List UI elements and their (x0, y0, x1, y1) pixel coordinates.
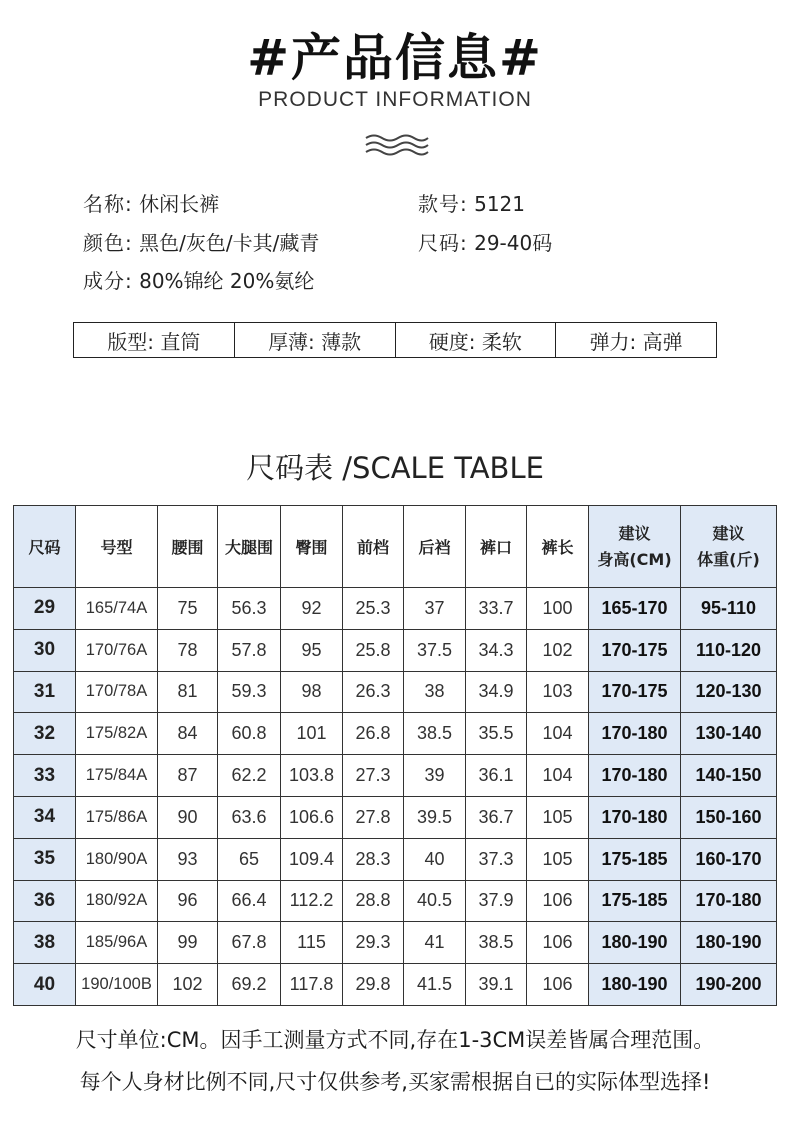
recommended-weight-cell: 170-180 (681, 880, 777, 922)
table-cell: 36.7 (466, 796, 527, 838)
table-cell: 38 (404, 671, 466, 713)
table-cell: 96 (158, 880, 218, 922)
table-cell: 87 (158, 755, 218, 797)
table-cell: 41.5 (404, 964, 466, 1006)
table-cell: 26.8 (343, 713, 404, 755)
table-cell: 103.8 (281, 755, 343, 797)
table-cell: 25.8 (343, 629, 404, 671)
table-cell: 81 (158, 671, 218, 713)
table-cell: 115 (281, 922, 343, 964)
recommended-weight-cell: 110-120 (681, 629, 777, 671)
header-line: 身高(CM) (597, 549, 672, 569)
table-cell: 92 (281, 588, 343, 630)
table-cell: 38.5 (466, 922, 527, 964)
note-line-1: 尺寸单位:CM。因手工测量方式不同,存在1-3CM误差皆属合理范围。 (75, 1028, 715, 1052)
header-cell: 腰围 (158, 506, 218, 588)
table-cell: 75 (158, 588, 218, 630)
table-row (14, 755, 777, 797)
table-cell: 57.8 (218, 629, 281, 671)
table-cell: 180/92A (76, 880, 158, 922)
table-cell: 180/90A (76, 838, 158, 880)
info-name (83, 188, 219, 217)
table-row (14, 838, 777, 880)
model-label: 款号: (418, 192, 468, 216)
table-row (14, 796, 777, 838)
table-cell: 27.8 (343, 796, 404, 838)
table-cell: 56.3 (218, 588, 281, 630)
page-title: #产品信息# (247, 29, 543, 87)
recommended-weight-cell: 95-110 (681, 588, 777, 630)
table-cell: 100 (527, 588, 589, 630)
page-subtitle: PRODUCT INFORMATION (258, 88, 532, 111)
table-cell: 84 (158, 713, 218, 755)
size-cell: 38 (14, 922, 76, 964)
table-cell: 105 (527, 838, 589, 880)
table-cell: 25.3 (343, 588, 404, 630)
table-cell: 39.5 (404, 796, 466, 838)
size-cell: 33 (14, 755, 76, 797)
header-line: 建议 (712, 523, 745, 543)
size-cell: 31 (14, 671, 76, 713)
table-cell: 29.3 (343, 922, 404, 964)
recommended-height-cell: 180-190 (589, 964, 681, 1006)
table-cell: 104 (527, 713, 589, 755)
table-row (14, 880, 777, 922)
color-value: 黑色/灰色/卡其/藏青 (139, 231, 320, 255)
header-line: 建议 (618, 523, 651, 543)
header-cell: 前档 (343, 506, 404, 588)
table-cell: 67.8 (218, 922, 281, 964)
table-cell: 39.1 (466, 964, 527, 1006)
recommended-weight-cell: 140-150 (681, 755, 777, 797)
recommended-weight-cell: 190-200 (681, 964, 777, 1006)
table-cell: 37.3 (466, 838, 527, 880)
property-elasticity: 弹力: 高弹 (589, 329, 683, 354)
info-color (83, 227, 319, 256)
table-header-row (14, 506, 777, 588)
recommended-height-cell: 175-185 (589, 838, 681, 880)
table-cell: 112.2 (281, 880, 343, 922)
recommended-height-cell: 180-190 (589, 922, 681, 964)
property-bar (73, 322, 717, 358)
material-label: 成分: (83, 269, 133, 293)
wave-icon (364, 132, 430, 160)
table-cell: 109.4 (281, 838, 343, 880)
table-row (14, 964, 777, 1006)
table-cell: 165/74A (76, 588, 158, 630)
table-cell: 34.3 (466, 629, 527, 671)
table-row (14, 588, 777, 630)
table-cell: 90 (158, 796, 218, 838)
header-cell: 裤口 (466, 506, 527, 588)
recommended-height-cell: 170-175 (589, 671, 681, 713)
table-cell: 29.8 (343, 964, 404, 1006)
property-hardness: 硬度: 柔软 (396, 323, 557, 357)
table-cell: 175/84A (76, 755, 158, 797)
table-cell: 63.6 (218, 796, 281, 838)
table-cell: 59.3 (218, 671, 281, 713)
info-size (418, 227, 552, 256)
table-cell: 106 (527, 880, 589, 922)
name-label: 名称: (83, 192, 133, 216)
table-cell: 69.2 (218, 964, 281, 1006)
header-cell: 号型 (76, 506, 158, 588)
table-cell: 106.6 (281, 796, 343, 838)
size-cell: 32 (14, 713, 76, 755)
table-cell: 95 (281, 629, 343, 671)
table-body (14, 588, 777, 1006)
table-cell: 105 (527, 796, 589, 838)
header-cell: 臀围 (281, 506, 343, 588)
table-cell: 39 (404, 755, 466, 797)
header-recommended-height (589, 506, 681, 588)
table-cell: 34.9 (466, 671, 527, 713)
header-cell: 后裆 (404, 506, 466, 588)
size-label: 尺码: (418, 231, 468, 255)
table-row (14, 713, 777, 755)
recommended-height-cell: 170-180 (589, 796, 681, 838)
table-row (14, 629, 777, 671)
property-fit: 版型: 直筒 (74, 323, 235, 357)
recommended-height-cell: 170-180 (589, 713, 681, 755)
table-cell: 170/76A (76, 629, 158, 671)
size-table (13, 505, 777, 1006)
table-cell: 60.8 (218, 713, 281, 755)
table-cell: 78 (158, 629, 218, 671)
table-cell: 99 (158, 922, 218, 964)
table-cell: 98 (281, 671, 343, 713)
header-line: 体重(斤) (697, 549, 760, 569)
recommended-height-cell: 175-185 (589, 880, 681, 922)
color-label: 颜色: (83, 231, 133, 255)
size-cell: 40 (14, 964, 76, 1006)
recommended-weight-cell: 180-190 (681, 922, 777, 964)
property-thickness: 厚薄: 薄款 (235, 323, 396, 357)
table-cell: 117.8 (281, 964, 343, 1006)
table-cell: 33.7 (466, 588, 527, 630)
table-cell: 185/96A (76, 922, 158, 964)
header-cell: 裤长 (527, 506, 589, 588)
header-cell: 大腿围 (218, 506, 281, 588)
table-cell: 104 (527, 755, 589, 797)
info-material (83, 265, 314, 294)
size-cell: 30 (14, 629, 76, 671)
recommended-weight-cell: 120-130 (681, 671, 777, 713)
table-title: 尺码表 /SCALE TABLE (246, 451, 544, 485)
table-cell: 190/100B (76, 964, 158, 1006)
table-cell: 26.3 (343, 671, 404, 713)
table-cell: 175/82A (76, 713, 158, 755)
table-cell: 36.1 (466, 755, 527, 797)
recommended-height-cell: 165-170 (589, 588, 681, 630)
table-cell: 102 (527, 629, 589, 671)
table-cell: 41 (404, 922, 466, 964)
table-cell: 35.5 (466, 713, 527, 755)
table-cell: 101 (281, 713, 343, 755)
size-cell: 35 (14, 838, 76, 880)
table-cell: 66.4 (218, 880, 281, 922)
info-model (418, 188, 525, 217)
table-cell: 37.9 (466, 880, 527, 922)
table-row (14, 922, 777, 964)
model-value: 5121 (474, 192, 526, 216)
header-recommended-weight (681, 506, 777, 588)
recommended-weight-cell: 130-140 (681, 713, 777, 755)
table-cell: 38.5 (404, 713, 466, 755)
recommended-height-cell: 170-175 (589, 629, 681, 671)
table-cell: 37 (404, 588, 466, 630)
name-value: 休闲长裤 (139, 192, 220, 216)
table-cell: 37.5 (404, 629, 466, 671)
table-cell: 28.8 (343, 880, 404, 922)
table-cell: 40 (404, 838, 466, 880)
table-cell: 93 (158, 838, 218, 880)
table-cell: 175/86A (76, 796, 158, 838)
table-cell: 27.3 (343, 755, 404, 797)
note-line-2: 每个人身材比例不同,尺寸仅供参考,买家需根据自已的实际体型选择! (79, 1070, 711, 1094)
recommended-height-cell: 170-180 (589, 755, 681, 797)
table-cell: 102 (158, 964, 218, 1006)
table-cell: 65 (218, 838, 281, 880)
table-cell: 170/78A (76, 671, 158, 713)
table-cell: 106 (527, 964, 589, 1006)
size-cell: 34 (14, 796, 76, 838)
table-cell: 62.2 (218, 755, 281, 797)
size-cell: 29 (14, 588, 76, 630)
table-cell: 28.3 (343, 838, 404, 880)
table-cell: 40.5 (404, 880, 466, 922)
recommended-weight-cell: 150-160 (681, 796, 777, 838)
table-row (14, 671, 777, 713)
material-value: 80%锦纶 20%氨纶 (139, 269, 315, 293)
table-cell: 103 (527, 671, 589, 713)
recommended-weight-cell: 160-170 (681, 838, 777, 880)
size-cell: 36 (14, 880, 76, 922)
size-value: 29-40码 (474, 231, 553, 255)
header-cell: 尺码 (14, 506, 76, 588)
table-cell: 106 (527, 922, 589, 964)
